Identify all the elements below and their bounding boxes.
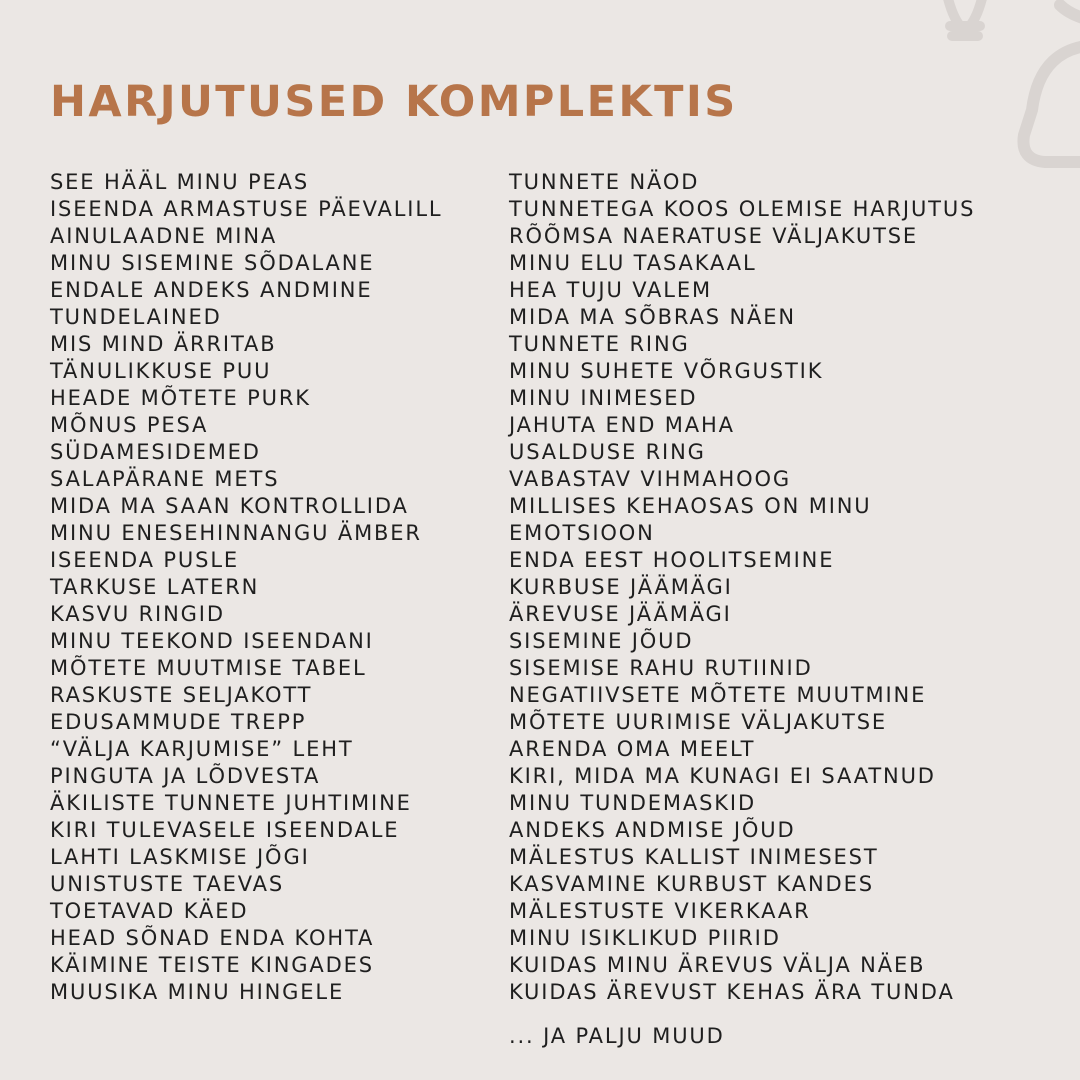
exercise-list-item: TUNNETEGA KOOS OLEMISE HARJUTUS <box>509 197 976 221</box>
exercise-list-item: KÄIMINE TEISTE KINGADES <box>50 953 374 977</box>
exercise-list-item: KUIDAS ÄREVUST KEHAS ÄRA TUNDA <box>509 980 955 1004</box>
exercise-list-item: AINULAADNE MINA <box>50 224 278 248</box>
exercise-list-item: MÄLESTUSTE VIKERKAAR <box>509 899 811 923</box>
exercise-list-item: MINU INIMESED <box>509 386 698 410</box>
exercise-list-item: MINU ISIKLIKUD PIIRID <box>509 926 781 950</box>
page-title: HARJUTUSED KOMPLEKTIS <box>50 77 738 127</box>
exercise-list-item: ISEENDA ARMASTUSE PÄEVALILL <box>50 197 443 221</box>
more-exercises-text: ... JA PALJU MUUD <box>509 1024 725 1048</box>
exercise-list-item: MINU SUHETE VÕRGUSTIK <box>509 359 824 383</box>
exercise-list-item: HEA TUJU VALEM <box>509 278 712 302</box>
exercise-list-right <box>509 169 975 1006</box>
exercise-list-item: ENDA EEST HOOLITSEMINE <box>509 548 835 572</box>
exercise-list-item: EDUSAMMUDE TREPP <box>50 710 307 734</box>
exercise-list-item: SEE HÄÄL MINU PEAS <box>50 170 310 194</box>
exercise-list-item: ARENDA OMA MEELT <box>509 737 756 761</box>
exercise-list-item: MIDA MA SÕBRAS NÄEN <box>509 305 796 329</box>
exercise-list-item: RASKUSTE SELJAKOTT <box>50 683 313 707</box>
exercise-list-item: MÕTETE MUUTMISE TABEL <box>50 656 367 680</box>
exercise-list-item: ÄREVUSE JÄÄMÄGI <box>509 602 732 626</box>
exercise-list-item: MINU TUNDEMASKID <box>509 791 756 815</box>
exercise-list-item: KUIDAS MINU ÄREVUS VÄLJA NÄEB <box>509 953 926 977</box>
exercise-list-item: NEGATIIVSETE MÕTETE MUUTMINE <box>509 683 927 707</box>
exercise-list-item: VABASTAV VIHMAHOOG <box>509 467 792 491</box>
exercise-list-item: SISEMISE RAHU RUTIINID <box>509 656 813 680</box>
exercise-list-item: MILLISES KEHAOSAS ON MINU <box>509 494 872 518</box>
exercise-list-item: MIDA MA SAAN KONTROLLIDA <box>50 494 409 518</box>
exercise-list-item: TARKUSE LATERN <box>50 575 260 599</box>
exercise-list-item: HEADE MÕTETE PURK <box>50 386 311 410</box>
exercise-list-item: UNISTUSTE TAEVAS <box>50 872 285 896</box>
exercise-list-item: RÕÕMSA NAERATUSE VÄLJAKUTSE <box>509 224 919 248</box>
exercise-list-item: KASVAMINE KURBUST KANDES <box>509 872 874 896</box>
exercise-list-item: MÕNUS PESA <box>50 413 209 437</box>
exercise-list-item: PINGUTA JA LÕDVESTA <box>50 764 321 788</box>
exercise-list-item: ENDALE ANDEKS ANDMINE <box>50 278 373 302</box>
exercise-list-item: MUUSIKA MINU HINGELE <box>50 980 345 1004</box>
exercise-list-item: JAHUTA END MAHA <box>509 413 735 437</box>
exercise-list-item: MÕTETE UURIMISE VÄLJAKUTSE <box>509 710 888 734</box>
exercise-list-item: USALDUSE RING <box>509 440 706 464</box>
exercise-list-item: “VÄLJA KARJUMISE” LEHT <box>50 737 354 761</box>
exercise-list-item: MINU ENESEHINNANGU ÄMBER <box>50 521 422 545</box>
exercise-list-item: TUNDELAINED <box>50 305 222 329</box>
exercise-list-item: LAHTI LASKMISE JÕGI <box>50 845 310 869</box>
exercise-list-item: KIRI TULEVASELE ISEENDALE <box>50 818 400 842</box>
exercise-list-item: KASVU RINGID <box>50 602 225 626</box>
exercise-list-item: MÄLESTUS KALLIST INIMESEST <box>509 845 879 869</box>
lightbulb-icon <box>946 0 984 36</box>
exercise-list-item: MIS MIND ÄRRITAB <box>50 332 277 356</box>
exercise-list-item: TUNNETE NÄOD <box>509 170 700 194</box>
exercise-list-item: ISEENDA PUSLE <box>50 548 239 572</box>
exercise-list-item: MINU SISEMINE SÕDALANE <box>50 251 375 275</box>
exercise-list-item: TÄNULIKKUSE PUU <box>50 359 272 383</box>
exercise-list-item: MINU TEEKOND ISEENDANI <box>50 629 374 653</box>
exercise-list-item: SALAPÄRANE METS <box>50 467 280 491</box>
exercise-list-item: HEAD SÕNAD ENDA KOHTA <box>50 926 375 950</box>
exercise-list-item: SISEMINE JÕUD <box>509 629 694 653</box>
bell-outline-icon <box>1023 5 1080 162</box>
exercise-list-item: ANDEKS ANDMISE JÕUD <box>509 818 796 842</box>
exercise-list-item: ÄKILISTE TUNNETE JUHTIMINE <box>50 791 412 815</box>
exercise-list-item: KIRI, MIDA MA KUNAGI EI SAATNUD <box>509 764 936 788</box>
exercise-list-item: TOETAVAD KÄED <box>50 899 249 923</box>
exercise-list-item: MINU ELU TASAKAAL <box>509 251 757 275</box>
exercise-list-item: EMOTSIOON <box>509 521 655 545</box>
exercise-list-item: TUNNETE RING <box>509 332 690 356</box>
exercise-list-item: SÜDAMESIDEMED <box>50 440 261 464</box>
exercise-list-left <box>50 169 442 1006</box>
exercise-list-item: KURBUSE JÄÄMÄGI <box>509 575 733 599</box>
